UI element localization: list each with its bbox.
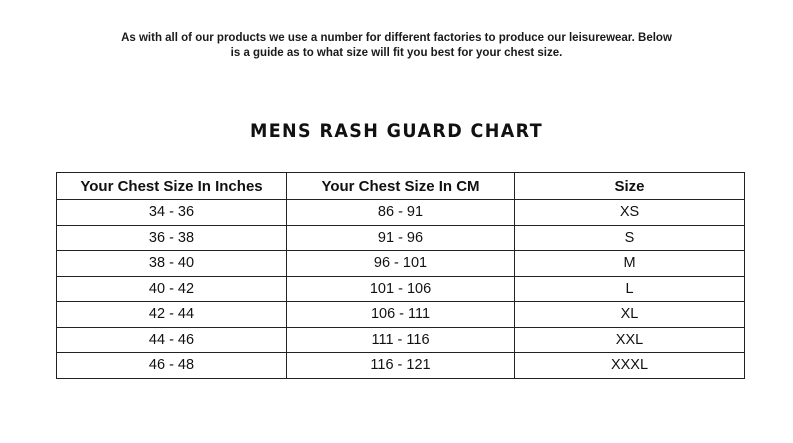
cell-size: S bbox=[515, 225, 745, 251]
cell-cm: 111 - 116 bbox=[287, 327, 515, 353]
cell-size: XS bbox=[515, 200, 745, 226]
cell-size: M bbox=[515, 251, 745, 277]
intro-line-2: is a guide as to what size will fit you best for your chest size. bbox=[230, 47, 563, 59]
header-size: Size bbox=[515, 173, 745, 200]
cell-size: L bbox=[515, 276, 745, 302]
header-chest-inches: Your Chest Size In Inches bbox=[57, 173, 287, 200]
table-row bbox=[57, 276, 745, 302]
cell-size: XL bbox=[515, 302, 745, 328]
intro-text bbox=[0, 31, 793, 61]
cell-cm: 106 - 111 bbox=[287, 302, 515, 328]
cell-inches: 38 - 40 bbox=[57, 251, 287, 277]
cell-inches: 42 - 44 bbox=[57, 302, 287, 328]
table-row bbox=[57, 353, 745, 379]
cell-cm: 96 - 101 bbox=[287, 251, 515, 277]
table-row bbox=[57, 302, 745, 328]
cell-inches: 44 - 46 bbox=[57, 327, 287, 353]
cell-cm: 86 - 91 bbox=[287, 200, 515, 226]
cell-cm: 116 - 121 bbox=[287, 353, 515, 379]
cell-inches: 36 - 38 bbox=[57, 225, 287, 251]
size-chart-table bbox=[56, 172, 745, 379]
chart-title: MENS RASH GUARD CHART bbox=[249, 120, 544, 142]
cell-inches: 34 - 36 bbox=[57, 200, 287, 226]
table-header-row bbox=[57, 173, 745, 200]
table-row bbox=[57, 225, 745, 251]
intro-line-1: As with all of our products we use a number for different factories to produce our leisurewear. Below bbox=[121, 32, 672, 44]
table-row bbox=[57, 251, 745, 277]
cell-size: XXL bbox=[515, 327, 745, 353]
cell-inches: 40 - 42 bbox=[57, 276, 287, 302]
cell-inches: 46 - 48 bbox=[57, 353, 287, 379]
table-row bbox=[57, 327, 745, 353]
cell-cm: 101 - 106 bbox=[287, 276, 515, 302]
cell-cm: 91 - 96 bbox=[287, 225, 515, 251]
table-row bbox=[57, 200, 745, 226]
cell-size: XXXL bbox=[515, 353, 745, 379]
header-chest-cm: Your Chest Size In CM bbox=[287, 173, 515, 200]
